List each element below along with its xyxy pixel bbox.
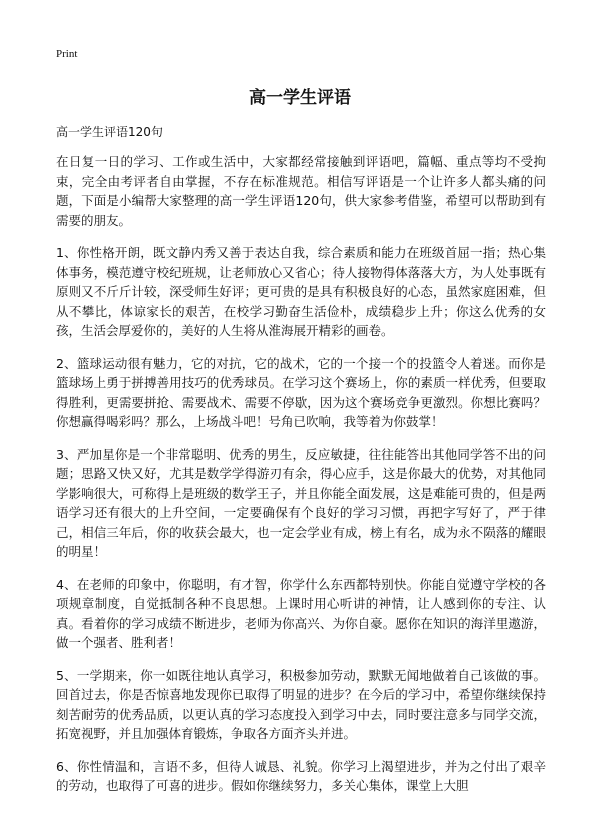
print-link[interactable]: Print [56,48,78,60]
comment-paragraph-1: 1、你性格开朗，既文静内秀又善于表达自我，综合素质和能力在班级首屈一指；热心集体事务，模范遵守校纪班规，让老师放心又省心；待人接物得体落落大方，为人处事既有原则又不斤斤计较，深受师生好评；更可贵的是具有积极良好的心态，虽然家庭困难，但从不攀比，体谅家长的艰苦，在校学习勤奋生活俭朴，成绩稳步上升；你这么优秀的女孩，生活会厚爱你的，美好的人生将从淮海展开精彩的画卷。 [56,245,546,338]
page-title: 高一学生评语 [249,88,351,108]
comment-paragraph-3: 3、严加星你是一个非常聪明、优秀的男生，反应敏捷，往往能答出其他同学答不出的问题；思路又快又好，尤其是数学学得游刃有余，得心应手，这是你最大的优势，对其他同学影响很大，可称得上是班级的数学王子，并且你能全面发展，这是难能可贵的，但是两语学习还有很大的上升空间，一定要确保有个良好的学习习惯，再把字写好了，严于律己，相信三年后，你的收获会最大，也一定会学业有成，榜上有名，成为永不陨落的耀眼的明星！ [56,446,546,559]
document-body [56,152,546,809]
comment-paragraph-2: 2、篮球运动很有魅力，它的对抗，它的战术，它的一个接一个的投篮令人着迷。而你是篮球场上勇于拼搏善用技巧的优秀球员。在学习这个赛场上，你的素质一样优秀，但要取得胜利，更需要拼抢、需要战术、需要不停歇，因为这个赛场竞争更激烈。你想比赛吗？你想赢得喝彩吗？那么，上场战斗吧！号角已吹响，我等着为你鼓掌！ [56,355,546,429]
document-subtitle: 高一学生评语120句 [56,125,163,139]
intro-paragraph: 在日复一日的学习、工作或生活中，大家都经常接触到评语吧，篇幅、重点等均不受拘束，完全由考评者自由掌握，不存在标准规范。相信写评语是一个让许多人都头痛的问题，下面是小编帮大家整理的高一学生评语120句，供大家参考借鉴，希望可以帮助到有需要的朋友。 [56,154,546,228]
comment-paragraph-6: 6、你性情温和，言语不多，但待人诚恳、礼貌。你学习上渴望进步，并为之付出了艰辛的劳动，也取得了可喜的进步。假如你继续努力，多关心集体，课堂上大胆 [56,758,546,793]
comment-paragraph-5: 5、一学期来，你一如既往地认真学习，积极参加劳动，默默无闻地做着自己该做的事。回首过去，你是否惊喜地发现你已取得了明显的进步？在今后的学习中，希望你继续保持刻苦耐劳的优秀品质，以更认真的学习态度投入到学习中去，同时要注意多与同学交流，拓宽视野，并且加强体育锻炼，争取各方面齐头并进。 [56,667,546,741]
comment-paragraph-4: 4、在老师的印象中，你聪明，有才智，你学什么东西都特别快。你能自觉遵守学校的各项规章制度，自觉抵制各种不良思想。上课时用心听讲的神情，让人感到你的专注、认真。看着你的学习成绩不断进步，老师为你高兴、为你自豪。愿你在知识的海洋里遨游，做一个强者、胜利者！ [56,576,546,650]
